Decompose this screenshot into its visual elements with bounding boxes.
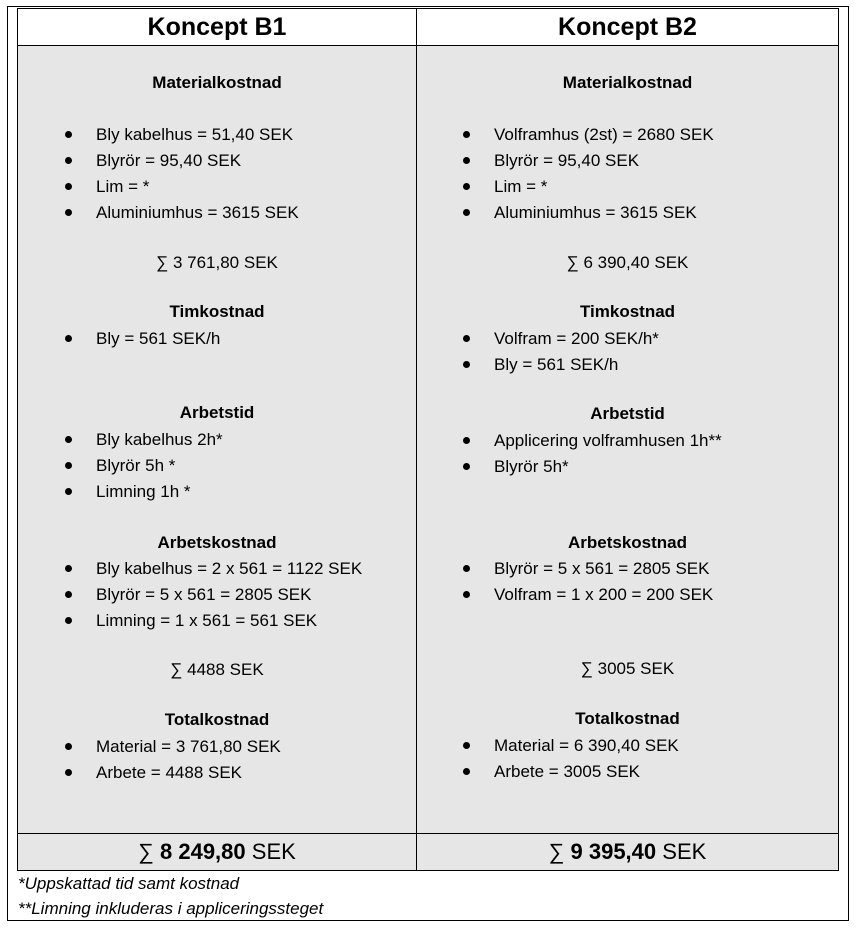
list-item: Bly kabelhus 2h* <box>96 430 223 450</box>
list-item: Lim = * <box>494 177 547 197</box>
footnote: *Uppskattad tid samt kostnad <box>18 874 240 893</box>
list-item: Volfram = 1 x 200 = 200 SEK <box>494 585 713 605</box>
list-item: Blyrör = 95,40 SEK <box>96 151 241 171</box>
sum-symbol: ∑ <box>138 839 154 864</box>
b1-column <box>18 46 417 834</box>
b1-grand-total-value: 8 249,80 <box>160 839 246 864</box>
sum-symbol: ∑ <box>548 839 565 864</box>
b1-grand-total-unit: SEK <box>251 839 296 864</box>
list-item: Volfram = 200 SEK/h* <box>494 329 659 349</box>
list-item: Limning 1h * <box>96 482 191 502</box>
cost-comparison-table <box>17 8 839 871</box>
list-item: Blyrör = 95,40 SEK <box>494 151 639 171</box>
b2-grand-total-unit: SEK <box>662 839 707 864</box>
b2-grand-total-value: 9 395,40 <box>570 839 657 864</box>
list-item: Blyrör = 5 x 561 = 2805 SEK <box>494 559 709 579</box>
b1-material-sum: ∑ 3 761,80 SEK <box>156 253 278 272</box>
list-item: Bly kabelhus = 51,40 SEK <box>96 125 293 145</box>
b1-tim-heading: Timkostnad <box>169 302 265 321</box>
b2-total-heading: Totalkostnad <box>575 709 680 728</box>
b2-material-sum: ∑ 6 390,40 SEK <box>566 253 689 272</box>
b1-arbetskostnad-sum: ∑ 4488 SEK <box>170 660 264 679</box>
list-item: Blyrör = 5 x 561 = 2805 SEK <box>96 585 311 605</box>
b2-arbetskostnad-heading: Arbetskostnad <box>567 533 688 552</box>
b1-grand-total <box>18 834 417 871</box>
list-item: Blyrör 5h * <box>96 456 175 476</box>
b1-title: Koncept B1 <box>18 9 417 46</box>
b1-arbetstid-heading: Arbetstid <box>179 403 255 422</box>
list-item: Arbete = 4488 SEK <box>96 763 242 783</box>
list-item: Blyrör 5h* <box>494 457 569 477</box>
list-item: Aluminiumhus = 3615 SEK <box>494 203 697 223</box>
list-item: Volframhus (2st) = 2680 SEK <box>494 125 714 145</box>
b1-total-heading: Totalkostnad <box>164 710 270 729</box>
list-item: Bly = 561 SEK/h <box>96 329 220 349</box>
b2-arbetskostnad-sum: ∑ 3005 SEK <box>580 659 675 678</box>
list-item: Bly = 561 SEK/h <box>494 355 618 375</box>
list-item: Material = 3 761,80 SEK <box>96 737 281 757</box>
b2-grand-total <box>417 834 839 871</box>
b2-tim-heading: Timkostnad <box>579 302 676 321</box>
b1-arbetskostnad-heading: Arbetskostnad <box>157 533 277 552</box>
list-item: Bly kabelhus = 2 x 561 = 1122 SEK <box>96 559 362 579</box>
list-item: Applicering volframhusen 1h** <box>494 431 722 451</box>
b1-material-heading: Materialkostnad <box>152 73 282 92</box>
list-item: Material = 6 390,40 SEK <box>494 736 679 756</box>
list-item: Limning = 1 x 561 = 561 SEK <box>96 611 317 631</box>
b2-title: Koncept B2 <box>417 9 839 46</box>
b2-arbetstid-heading: Arbetstid <box>590 404 665 423</box>
list-item: Arbete = 3005 SEK <box>494 762 640 782</box>
footnote: **Limning inkluderas i appliceringssteget <box>18 899 324 918</box>
list-item: Aluminiumhus = 3615 SEK <box>96 203 299 223</box>
list-item: Lim = * <box>96 177 149 197</box>
b2-material-heading: Materialkostnad <box>562 73 693 92</box>
b2-column <box>417 46 839 834</box>
